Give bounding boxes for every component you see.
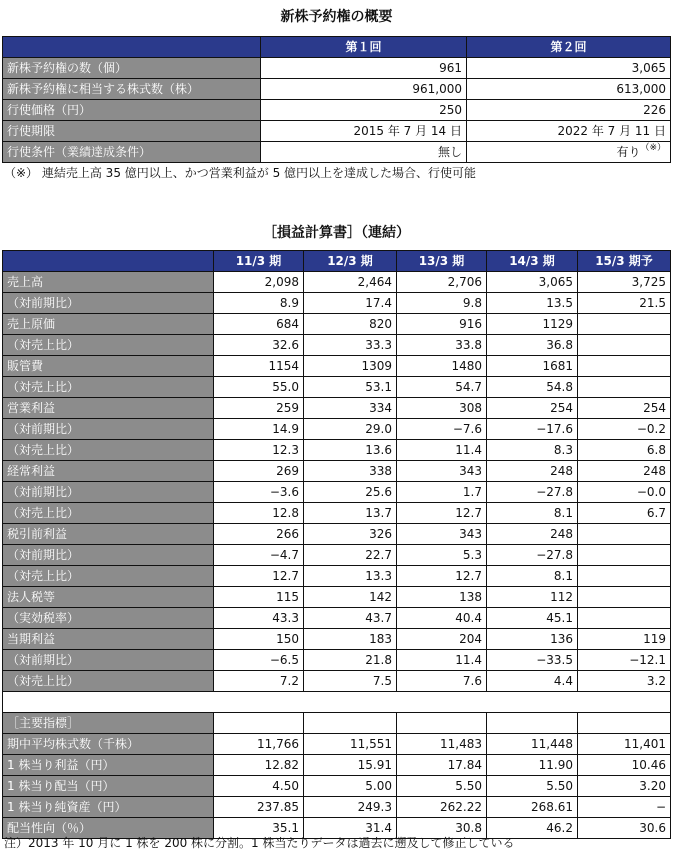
cell-value: 249.3 [304, 797, 397, 818]
income-table [2, 250, 671, 839]
cell-value: 35.1 [214, 818, 304, 839]
row-label: （対前期比） [3, 419, 214, 440]
row-label: 経常利益 [3, 461, 214, 482]
cell-value: −12.1 [578, 650, 671, 671]
row-label: （対売上比） [3, 377, 214, 398]
cell-value: 11.4 [397, 650, 487, 671]
cell-value: 36.8 [487, 335, 578, 356]
row-label: 配当性向（％） [3, 818, 214, 839]
income-row [3, 293, 671, 314]
row-label: （対前期比） [3, 650, 214, 671]
income-header-period: 15/3 期予 [578, 251, 671, 272]
row-label: 税引前利益 [3, 524, 214, 545]
cell-value: 13.7 [304, 503, 397, 524]
cell-value: 268.61 [487, 797, 578, 818]
warrant-row [3, 79, 671, 100]
income-row [3, 335, 671, 356]
income-title: ［損益計算書］（連結） [263, 225, 410, 241]
cell-value: 4.4 [487, 671, 578, 692]
empty-cell [304, 713, 397, 734]
cell-value: 334 [304, 398, 397, 419]
cell-value: 820 [304, 314, 397, 335]
cell-value: 15.91 [304, 755, 397, 776]
cell-value: 916 [397, 314, 487, 335]
cell-value: 46.2 [487, 818, 578, 839]
cell-value: 250 [261, 100, 467, 121]
cell-value: 115 [214, 587, 304, 608]
cell-value: −7.6 [397, 419, 487, 440]
cell-value: 11,401 [578, 734, 671, 755]
income-row [3, 587, 671, 608]
cell-value: 53.1 [304, 377, 397, 398]
income-row [3, 398, 671, 419]
cell-value [578, 335, 671, 356]
cell-value: −27.8 [487, 482, 578, 503]
cell-value: 22.7 [304, 545, 397, 566]
row-label: （対前期比） [3, 293, 214, 314]
cell-value: 204 [397, 629, 487, 650]
cell-value [578, 545, 671, 566]
cell-value: 17.4 [304, 293, 397, 314]
income-row [3, 272, 671, 293]
cell-value: 30.8 [397, 818, 487, 839]
cell-value: 326 [304, 524, 397, 545]
cell-value: 11.4 [397, 440, 487, 461]
cell-value: 3,065 [487, 272, 578, 293]
cell-value: 7.5 [304, 671, 397, 692]
cell-value: 1681 [487, 356, 578, 377]
cell-value: 254 [578, 398, 671, 419]
cell-value: 33.3 [304, 335, 397, 356]
spacer-cell [3, 692, 214, 713]
cell-value: 8.1 [487, 566, 578, 587]
cell-value: 無し [261, 142, 467, 163]
warrant-header-blank [3, 37, 261, 58]
empty-cell [397, 713, 487, 734]
cell-value: 343 [397, 461, 487, 482]
cell-value: 266 [214, 524, 304, 545]
cell-value: 1154 [214, 356, 304, 377]
row-label: （対売上比） [3, 566, 214, 587]
row-label: （実効税率） [3, 608, 214, 629]
cell-value: 2,098 [214, 272, 304, 293]
income-row [3, 377, 671, 398]
cell-value: 1309 [304, 356, 397, 377]
cell-value [467, 142, 671, 163]
warrant-header-row [3, 37, 671, 58]
cell-value: 43.3 [214, 608, 304, 629]
cell-value: 8.3 [487, 440, 578, 461]
row-label: 法人税等 [3, 587, 214, 608]
cell-value: −0.2 [578, 419, 671, 440]
cell-value: 12.7 [214, 566, 304, 587]
cell-value: 262.22 [397, 797, 487, 818]
income-row [3, 545, 671, 566]
cell-value: 12.82 [214, 755, 304, 776]
cell-value: 226 [467, 100, 671, 121]
income-header-period: 12/3 期 [304, 251, 397, 272]
cell-value: 2022 年 7 月 11 日 [467, 121, 671, 142]
cell-value: 13.5 [487, 293, 578, 314]
cell-value [578, 377, 671, 398]
cell-value [578, 524, 671, 545]
cell-value: 12.7 [397, 503, 487, 524]
warrant-header-col1: 第１回 [261, 37, 467, 58]
spacer-cell [304, 692, 397, 713]
cell-value: 29.0 [304, 419, 397, 440]
cell-value: 11,483 [397, 734, 487, 755]
cell-value [578, 356, 671, 377]
cell-value: 2,464 [304, 272, 397, 293]
cell-value: 183 [304, 629, 397, 650]
income-row [3, 608, 671, 629]
cell-value: 138 [397, 587, 487, 608]
income-row [3, 629, 671, 650]
indicators-header-row [3, 713, 671, 734]
row-label: （対売上比） [3, 335, 214, 356]
cell-value [578, 566, 671, 587]
cell-value: 3.20 [578, 776, 671, 797]
cell-value: 5.50 [397, 776, 487, 797]
income-header-blank [3, 251, 214, 272]
cell-value: 2015 年 7 月 14 日 [261, 121, 467, 142]
cell-value: 254 [487, 398, 578, 419]
cell-value: 13.6 [304, 440, 397, 461]
cell-value: −17.6 [487, 419, 578, 440]
row-label: 売上高 [3, 272, 214, 293]
cell-value: 308 [397, 398, 487, 419]
income-row [3, 314, 671, 335]
cell-value: 11,766 [214, 734, 304, 755]
empty-cell [214, 713, 304, 734]
row-label: 行使条件（業績達成条件） [3, 142, 261, 163]
warrant-title: 新株予約権の概要 [280, 9, 393, 25]
income-row [3, 650, 671, 671]
cell-value: 1129 [487, 314, 578, 335]
income-header-period: 11/3 期 [214, 251, 304, 272]
cell-value [578, 608, 671, 629]
cell-value: 136 [487, 629, 578, 650]
cell-value: − [578, 797, 671, 818]
cell-value: −6.5 [214, 650, 304, 671]
spacer-row [3, 692, 671, 713]
row-label: （対売上比） [3, 503, 214, 524]
cell-value: 269 [214, 461, 304, 482]
cell-value: 684 [214, 314, 304, 335]
cell-value: 119 [578, 629, 671, 650]
spacer-cell [487, 692, 578, 713]
cell-value: −33.5 [487, 650, 578, 671]
indicators-header: ［主要指標］ [3, 713, 214, 734]
indicator-row [3, 734, 671, 755]
cell-value: 8.9 [214, 293, 304, 314]
cell-value: 7.6 [397, 671, 487, 692]
cell-value: 343 [397, 524, 487, 545]
cell-value: 17.84 [397, 755, 487, 776]
cell-value: 32.6 [214, 335, 304, 356]
cell-value: 248 [487, 524, 578, 545]
cell-value: 248 [487, 461, 578, 482]
spacer-cell [214, 692, 304, 713]
cell-value: 43.7 [304, 608, 397, 629]
row-label: 1 株当り配当（円） [3, 776, 214, 797]
cell-value: 4.50 [214, 776, 304, 797]
cell-value: 30.6 [578, 818, 671, 839]
row-label: 1 株当り純資産（円） [3, 797, 214, 818]
cell-value: 613,000 [467, 79, 671, 100]
cell-value: 1.7 [397, 482, 487, 503]
cell-value: 1480 [397, 356, 487, 377]
cell-value: 150 [214, 629, 304, 650]
cell-value [578, 314, 671, 335]
spacer-cell [397, 692, 487, 713]
income-row [3, 482, 671, 503]
cell-value: 112 [487, 587, 578, 608]
row-label: （対売上比） [3, 440, 214, 461]
row-label: 販管費 [3, 356, 214, 377]
row-label: 期中平均株式数（千株） [3, 734, 214, 755]
row-label: 1 株当り利益（円） [3, 755, 214, 776]
income-header-period: 14/3 期 [487, 251, 578, 272]
cell-value: 12.7 [397, 566, 487, 587]
row-label: 行使価格（円） [3, 100, 261, 121]
cell-value: 31.4 [304, 818, 397, 839]
cell-value: 237.85 [214, 797, 304, 818]
income-row [3, 356, 671, 377]
empty-cell [487, 713, 578, 734]
cell-value: −27.8 [487, 545, 578, 566]
income-row [3, 461, 671, 482]
cell-value [578, 587, 671, 608]
warrant-note: （※） 連結売上高 35 億円以上、かつ営業利益が 5 億円以上を達成した場合、行使可能 [4, 166, 477, 180]
cell-value: 12.3 [214, 440, 304, 461]
cell-value: 142 [304, 587, 397, 608]
cell-value: 11.90 [487, 755, 578, 776]
row-label: 売上原価 [3, 314, 214, 335]
cell-value: 11,551 [304, 734, 397, 755]
income-row [3, 671, 671, 692]
warrant-row [3, 100, 671, 121]
cell-value: 248 [578, 461, 671, 482]
warrant-row [3, 142, 671, 163]
cell-value: 5.00 [304, 776, 397, 797]
warrant-row [3, 121, 671, 142]
income-header-period: 13/3 期 [397, 251, 487, 272]
cell-value: 12.8 [214, 503, 304, 524]
cell-value: 3,725 [578, 272, 671, 293]
cell-value-text: 有り [616, 145, 641, 159]
income-row [3, 419, 671, 440]
cell-value: 3.2 [578, 671, 671, 692]
cell-value: 3,065 [467, 58, 671, 79]
cell-value: 338 [304, 461, 397, 482]
cell-value: 6.8 [578, 440, 671, 461]
cell-value: 25.6 [304, 482, 397, 503]
row-label: 新株予約権に相当する株式数（株） [3, 79, 261, 100]
cell-value: −0.0 [578, 482, 671, 503]
cell-value: 961,000 [261, 79, 467, 100]
warrant-row [3, 58, 671, 79]
indicator-row [3, 776, 671, 797]
cell-value: 54.7 [397, 377, 487, 398]
spacer-cell [578, 692, 671, 713]
row-label: 行使期限 [3, 121, 261, 142]
indicator-row [3, 755, 671, 776]
row-label: （対前期比） [3, 482, 214, 503]
warrant-header-col2: 第２回 [467, 37, 671, 58]
cell-value: 21.5 [578, 293, 671, 314]
income-row [3, 566, 671, 587]
cell-value: 45.1 [487, 608, 578, 629]
cell-value: 9.8 [397, 293, 487, 314]
cell-value: 11,448 [487, 734, 578, 755]
cell-value: 6.7 [578, 503, 671, 524]
cell-value: 8.1 [487, 503, 578, 524]
cell-value: 21.8 [304, 650, 397, 671]
cell-value: 13.3 [304, 566, 397, 587]
cell-value: 55.0 [214, 377, 304, 398]
cell-value: 5.50 [487, 776, 578, 797]
indicator-row [3, 797, 671, 818]
cell-value: 961 [261, 58, 467, 79]
income-header-row [3, 251, 671, 272]
footnote-mark: （※） [640, 143, 666, 153]
cell-value: 2,706 [397, 272, 487, 293]
cell-value: 14.9 [214, 419, 304, 440]
cell-value: −4.7 [214, 545, 304, 566]
row-label: 営業利益 [3, 398, 214, 419]
cell-value: 259 [214, 398, 304, 419]
income-row [3, 524, 671, 545]
row-label: 新株予約権の数（個） [3, 58, 261, 79]
income-row [3, 503, 671, 524]
warrant-table [2, 36, 671, 163]
cell-value: 5.3 [397, 545, 487, 566]
indicators-note: 注）2013 年 10 月に 1 株を 200 株に分割。1 株当たりデータは過去に遡及して修正している [4, 836, 515, 850]
row-label: 当期利益 [3, 629, 214, 650]
cell-value: 40.4 [397, 608, 487, 629]
cell-value: 7.2 [214, 671, 304, 692]
cell-value: 54.8 [487, 377, 578, 398]
income-row [3, 440, 671, 461]
cell-value: 10.46 [578, 755, 671, 776]
cell-value: 33.8 [397, 335, 487, 356]
row-label: （対前期比） [3, 545, 214, 566]
row-label: （対売上比） [3, 671, 214, 692]
cell-value: −3.6 [214, 482, 304, 503]
empty-cell [578, 713, 671, 734]
